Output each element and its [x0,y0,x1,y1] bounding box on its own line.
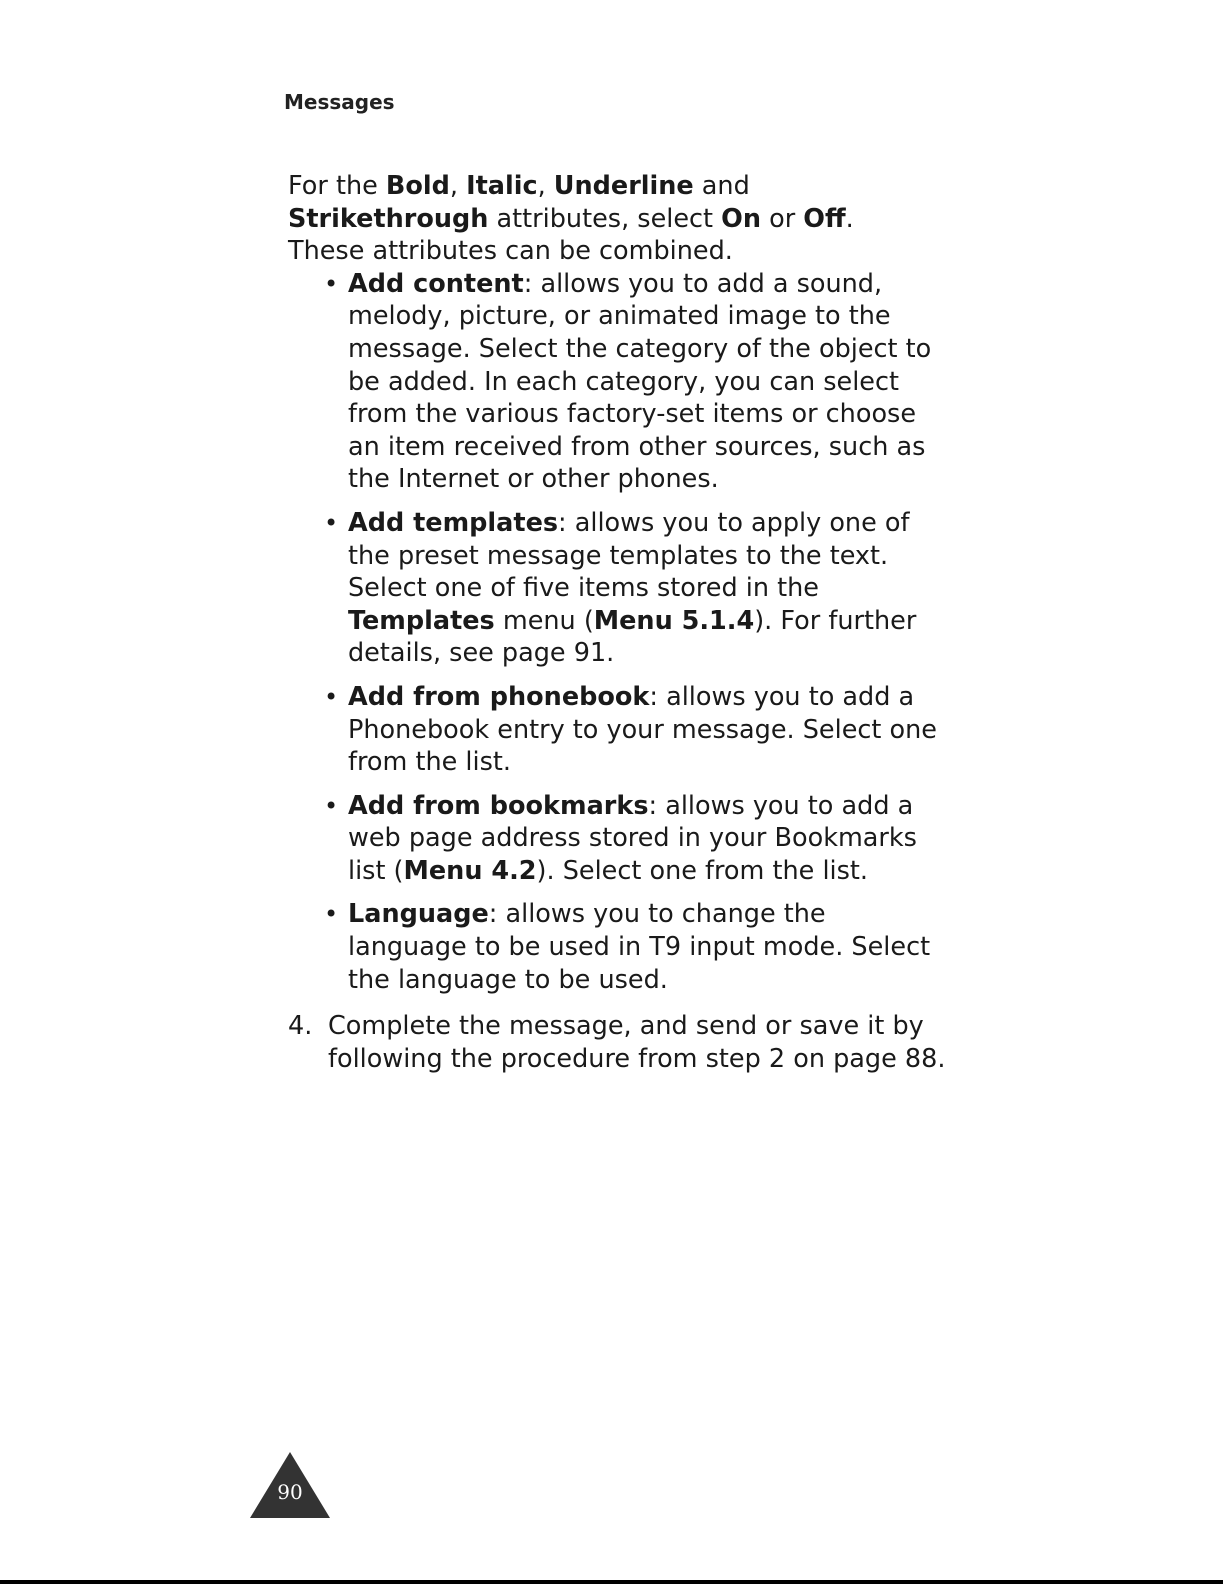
list-item-add-from-phonebook: • Add from phonebook: allows you to add a Phonebook entry to your message. Select one from the list. [324,681,937,778]
page-number: 90 [277,1480,303,1504]
bullet-icon: • [324,900,339,929]
section-header: Messages [284,90,395,114]
options-list [288,268,948,996]
bullet-icon: • [324,508,339,537]
step-text: Complete the message, and send or save it by following the procedure from step 2 on page 88. [328,1011,946,1074]
option-title: Add content [348,268,524,299]
list-item-language: • Language: allows you to change the language to be used in T9 input mode. Select the language to be used. [324,899,931,995]
option-title: Language [348,899,489,930]
list-item-add-from-bookmarks: • Add from bookmarks: allows you to add a web page address stored in your Bookmarks list (Menu 4.2). Select one from the list. [324,790,917,886]
step-number: 4. [288,1011,313,1042]
combined-note: These attributes can be combined. [288,236,733,267]
bottom-rule [0,1580,1223,1584]
bullet-icon: • [324,791,339,820]
bullet-icon: • [324,682,339,711]
step-4 [288,1010,948,1075]
option-title: Add from phonebook [348,681,650,712]
option-title: Add templates [348,507,559,538]
bullet-icon: • [324,269,339,298]
list-item-add-content: • Add content: allows you to add a sound, melody, picture, or animated image to the message. Select the category of the object to be added. In each category, you can select from the various factory-set items or choose an item received from other sources, such as the Internet or other phones. [324,268,932,495]
page-content [288,170,948,1075]
page-number-badge [250,1452,330,1518]
list-item-add-templates: • Add templates: allows you to apply one of the preset message templates to the text. Select one of five items stored in the Templates menu (Menu 5.1.4). For further details, see page 91. [324,507,917,669]
option-title: Add from bookmarks [348,790,649,821]
attributes-paragraph: For the Bold, Italic, Underline and Strikethrough attributes, select On or Off. [288,171,854,234]
